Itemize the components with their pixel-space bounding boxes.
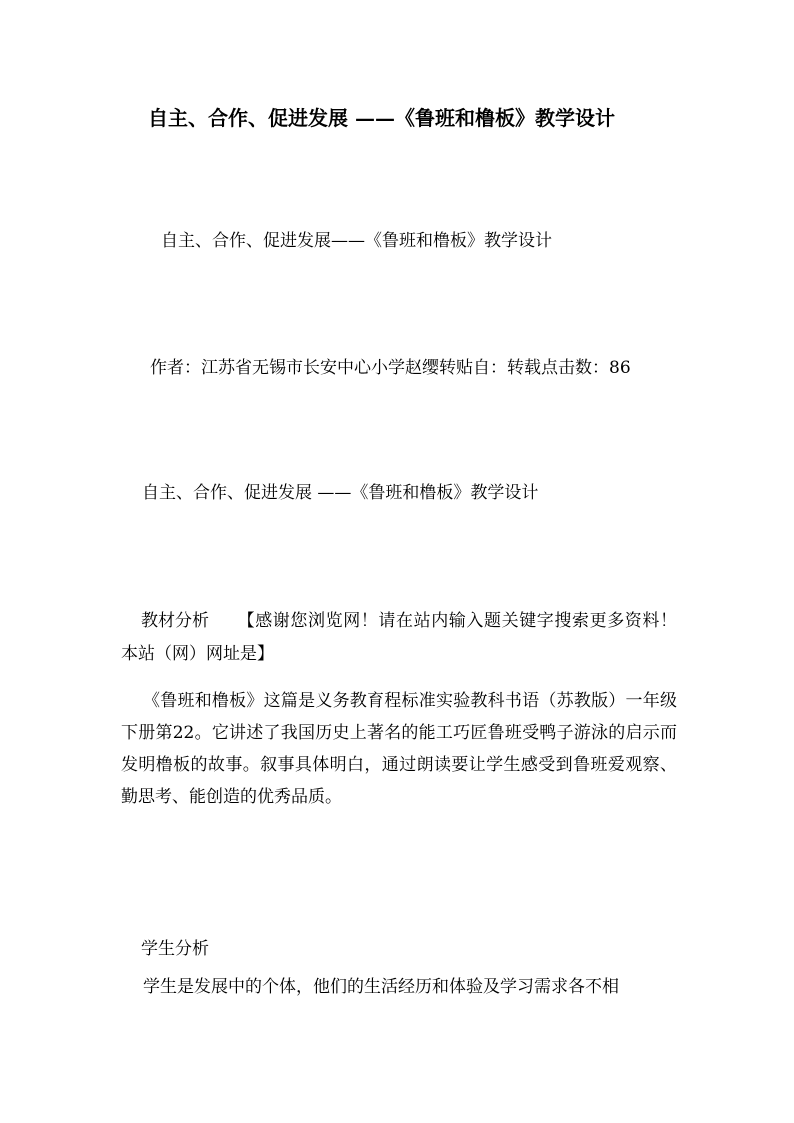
repeat-title: 自主、合作、促进发展 ——《鲁班和橹板》教学设计 bbox=[142, 483, 539, 503]
author-line: 作者：江苏省无锡市长安中心小学赵缨转贴自：转载点击数：86 bbox=[150, 358, 631, 378]
document-subtitle: 自主、合作、促进发展——《鲁班和橹板》教学设计 bbox=[161, 231, 552, 251]
section-heading-students: 学生分析 bbox=[141, 939, 209, 959]
site-notice: 【感谢您浏览网！请在站内输入题关键字搜索更多资料！本站（网）网址是】 bbox=[121, 611, 677, 664]
paragraph-students: 学生是发展中的个体，他们的生活经历和体验及学习需求各不相 bbox=[143, 977, 619, 997]
section-heading-materials: 教材分析 bbox=[141, 611, 209, 631]
section-materials bbox=[121, 605, 677, 671]
document-title: 自主、合作、促进发展 ——《鲁班和橹板》教学设计 bbox=[148, 106, 615, 130]
paragraph-materials: 《鲁班和橹板》这篇是义务教育程标准实验教科书语（苏教版）一年级下册第22。它讲述了我国历史上著名的能工巧匠鲁班受鸭子游泳的启示而发明橹板的故事。叙事具体明白，通过朗读要让学生感受到鲁班爱观察、勤思考、能创造的优秀品质。 bbox=[121, 691, 677, 807]
